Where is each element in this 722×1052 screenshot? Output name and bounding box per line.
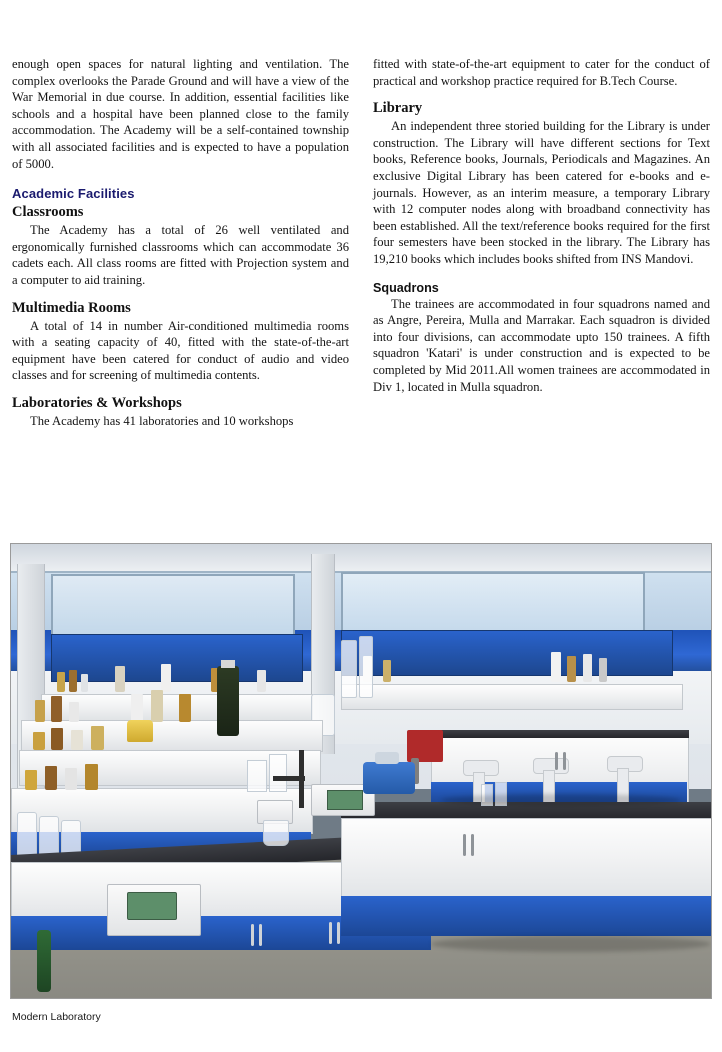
photo-floor-shadow xyxy=(431,936,711,952)
photo-reagent-bottle xyxy=(25,770,37,790)
photo-right-foreground-bench xyxy=(341,818,712,906)
paragraph-laboratories-workshops: The Academy has 41 laboratories and 10 workshops xyxy=(30,413,294,428)
photo-ceiling xyxy=(11,544,711,571)
photo-reagent-bottle xyxy=(85,764,98,790)
heading-laboratories-workshops: Laboratories & Workshops xyxy=(12,394,182,411)
photo-reagent-bottle xyxy=(599,658,607,682)
photo-drawer-handle xyxy=(555,752,558,770)
photo-window-right xyxy=(341,572,645,632)
photo-reagent-bottle xyxy=(33,732,45,750)
photo-bottle-cap xyxy=(221,660,235,668)
heading-academic-facilities: Academic Facilities xyxy=(12,186,135,202)
photo-drawer-handle xyxy=(463,834,466,856)
photo-reagent-bottle xyxy=(81,674,88,692)
photo-reagent-bottle xyxy=(131,694,143,722)
photo-reagent-bottle xyxy=(179,694,191,722)
photo-instrument-display xyxy=(327,790,363,810)
right-column xyxy=(373,56,710,430)
photo-floor-shadow xyxy=(441,794,681,806)
photo-beaker xyxy=(263,820,289,846)
photo-reagent-bottle xyxy=(69,702,79,722)
photo-container-lid xyxy=(375,752,399,764)
photo-reagent-bottle xyxy=(65,768,77,790)
photo-reagent-bottle xyxy=(35,700,45,722)
photo-reagent-bottle xyxy=(69,670,77,692)
photo-reagent-bottle xyxy=(161,664,171,692)
photo-instrument-display xyxy=(127,892,177,920)
photo-glassware xyxy=(341,640,357,698)
photo-gas-cylinder xyxy=(37,930,51,992)
photo-drawer-handle xyxy=(563,752,566,770)
paragraph-classrooms: The Academy has a total of 26 well ventilated and ergonomically furnished classrooms which can accommodate 36 cadets each. All class rooms are fitted with Projection system and a computer to aid training. xyxy=(12,223,349,287)
photo-reagent-bottle xyxy=(57,672,65,692)
photo-reagent-bottle xyxy=(115,666,125,692)
photo-drawer-handle xyxy=(471,834,474,856)
left-continued-paragraph: enough open spaces for natural lighting and ventilation. The complex overlooks the Parade Ground and will have a view of the War Memorial in due course. In addition, essential facilities like schools and a hospital have been planned close to the family accommodation. The Academy will be a self-contained township with all associated facilities and is expected to have a population of 5000. xyxy=(12,57,349,171)
two-column-body xyxy=(12,56,710,430)
photo-reagent-bottle xyxy=(91,726,104,750)
photo-reagent-bottle xyxy=(51,728,63,750)
photo-reagent-bottle xyxy=(151,690,163,722)
laboratory-photo xyxy=(10,543,712,999)
photo-window-left xyxy=(51,574,295,636)
heading-library: Library xyxy=(373,100,423,117)
photo-retort-stand-arm xyxy=(273,776,305,781)
photo-reagent-bottle xyxy=(383,660,391,682)
paragraph-library: An independent three storied building for the Library is under construction. The Library will have different sections for Text books, Reference books, Journals, Periodicals and Magazines. An exclusive Digital Library has been catered for e-books and e-journals. However, as an interim measure, a temporary Library with 12 computer nodes along with broadband connectivity has been established. All the text/reference books required for the first four semesters have been stocked in the library. The Library has 19,210 books which includes books shifted from INS Mandovi. xyxy=(373,119,710,266)
photo-reagent-bottle xyxy=(257,670,266,692)
right-continued-paragraph: fitted with state-of-the-art equipment to cater for the conduct of practical and workshop practice required for B.Tech Course. xyxy=(373,57,710,88)
photo-reagent-bottle xyxy=(51,696,62,722)
photo-drawer-handle xyxy=(251,924,254,946)
photo-drawer-handle xyxy=(259,924,262,946)
photo-shelf-left xyxy=(21,720,323,752)
photo-glassware xyxy=(359,636,373,698)
left-column xyxy=(12,56,349,430)
photo-glassware xyxy=(269,754,287,792)
photo-dark-reagent-bottle xyxy=(217,666,239,736)
paragraph-squadrons: The trainees are accommodated in four squadrons named and as Angre, Pereira, Mulla and Marrakar. Each squadron is divided into four divisions, can accommodate upto 150 trainees. A fifth squadron 'Katari' is under construction and is expected to be completed by Mid 2011.All women trainees are accommodated in Div 1, located in Mulla squadron. xyxy=(373,296,710,394)
photo-drawer-handle xyxy=(329,922,332,944)
photo-reagent-bottle xyxy=(45,766,57,790)
paragraph-multimedia-rooms: A total of 14 in number Air-conditioned multimedia rooms with a seating capacity of 40, fitted with the state-of-the-art equipment have been catered for conduct of audio and video classes and for screening of multimedia contents. xyxy=(12,318,349,383)
photo-back-bench-right xyxy=(341,684,683,710)
figure-modern-laboratory xyxy=(10,543,712,1023)
photo-reagent-bottle xyxy=(583,654,592,682)
heading-squadrons: Squadrons xyxy=(373,280,439,295)
photo-glassware xyxy=(247,760,267,792)
photo-yellow-lamp xyxy=(127,720,153,742)
figure-caption: Modern Laboratory xyxy=(12,1011,101,1023)
photo-reagent-bottle xyxy=(551,652,561,682)
photo-reagent-bottle xyxy=(567,656,576,682)
photo-back-bench-left xyxy=(41,694,313,722)
photo-reagent-bottle xyxy=(71,730,83,750)
photo-drawer-handle xyxy=(337,922,340,944)
photo-right-foreground-bench-blue xyxy=(341,896,712,936)
heading-classrooms: Classrooms xyxy=(12,204,84,221)
photo-bench-worktop xyxy=(429,730,689,738)
photo-blue-container xyxy=(363,762,415,794)
heading-multimedia-rooms: Multimedia Rooms xyxy=(12,299,131,316)
